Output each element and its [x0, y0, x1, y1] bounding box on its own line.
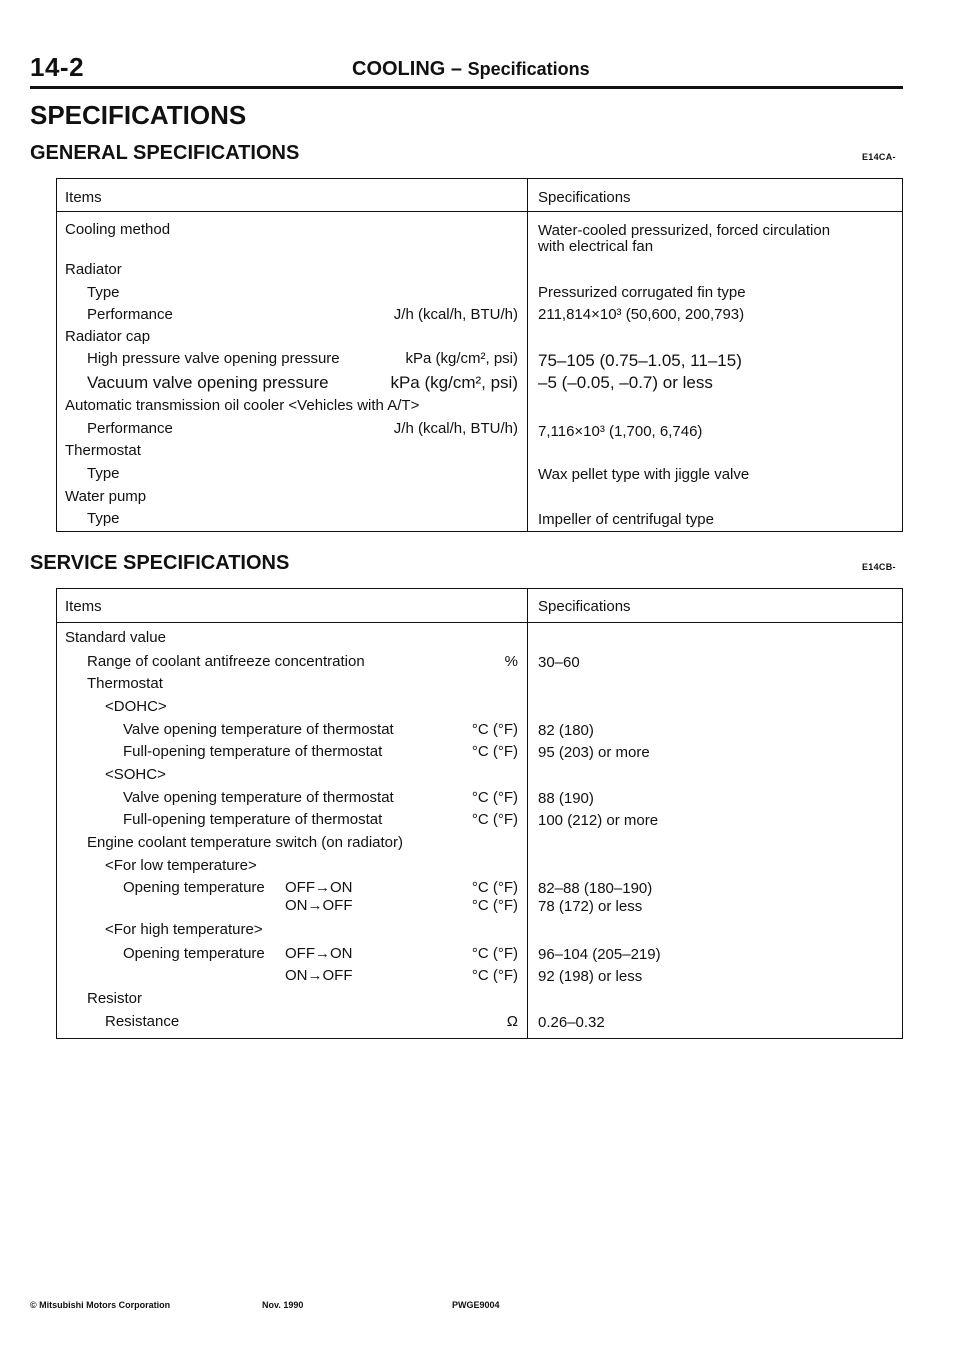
row-label: Range of coolant antifreeze concentration	[87, 653, 365, 670]
page-title: SPECIFICATIONS	[30, 100, 247, 130]
row-value: 30–60	[538, 654, 580, 671]
row-unit: °C (°F)	[471, 743, 518, 760]
row-switch-state: ON→OFF	[285, 897, 353, 914]
header-rule	[30, 86, 903, 89]
row-value: 82–88 (180–190)	[538, 880, 653, 897]
row-unit: °C (°F)	[471, 897, 518, 914]
row-value: 82 (180)	[538, 722, 594, 739]
row-unit: kPa (kg/cm², psi)	[405, 350, 518, 367]
row-label: Radiator	[65, 261, 122, 278]
row-value: 7,116×10³ (1,700, 6,746)	[538, 423, 703, 440]
row-label: <For high temperature>	[105, 921, 263, 938]
chapter-dash: –	[450, 58, 463, 80]
section-name: Specifications	[467, 59, 590, 79]
col-specs-header: Specifications	[538, 598, 631, 615]
general-heading: GENERAL SPECIFICATIONS	[30, 142, 300, 164]
row-label: Valve opening temperature of thermostat	[123, 721, 394, 738]
row-value: 92 (198) or less	[538, 968, 643, 985]
row-label: Thermostat	[87, 675, 163, 692]
service-heading: SERVICE SPECIFICATIONS	[30, 552, 290, 574]
row-label: High pressure valve opening pressure	[87, 350, 340, 367]
row-unit: °C (°F)	[471, 789, 518, 806]
row-label: Thermostat	[65, 442, 141, 459]
header-divider	[57, 622, 902, 623]
row-unit: %	[504, 653, 518, 670]
header-divider	[57, 211, 902, 212]
row-label: Performance	[87, 306, 173, 323]
row-label: Radiator cap	[65, 328, 151, 345]
row-label: Cooling method	[65, 221, 171, 238]
col-items-header: Items	[65, 189, 102, 206]
row-label: <DOHC>	[105, 698, 167, 715]
row-unit: °C (°F)	[471, 721, 518, 738]
col-specs-header: Specifications	[538, 189, 631, 206]
row-unit: °C (°F)	[471, 879, 518, 896]
row-unit: Ω	[506, 1013, 518, 1030]
row-unit: °C (°F)	[471, 945, 518, 962]
row-label: <SOHC>	[105, 766, 166, 783]
footer-code: PWGE9004	[452, 1300, 500, 1310]
row-unit: J/h (kcal/h, BTU/h)	[393, 420, 518, 437]
row-label: Opening temperature	[123, 945, 265, 962]
row-label: Type	[87, 465, 120, 482]
chapter-name: COOLING	[352, 58, 446, 80]
row-switch-state: OFF→ON	[285, 945, 353, 962]
row-unit: J/h (kcal/h, BTU/h)	[393, 306, 518, 323]
row-value: 78 (172) or less	[538, 898, 643, 915]
column-divider	[527, 179, 528, 531]
row-value: 88 (190)	[538, 790, 594, 807]
row-label: Full-opening temperature of thermostat	[123, 811, 383, 828]
row-value: 75–105 (0.75–1.05, 11–15)	[538, 351, 742, 370]
row-label: Automatic transmission oil cooler <Vehicles with A/T>	[65, 397, 420, 414]
general-code: E14CA-	[862, 152, 896, 162]
col-items-header: Items	[65, 598, 102, 615]
row-value: 95 (203) or more	[538, 744, 650, 761]
row-label: Performance	[87, 420, 173, 437]
row-switch-state: OFF→ON	[285, 879, 353, 896]
row-label: Engine coolant temperature switch (on radiator)	[87, 834, 403, 851]
footer-date: Nov. 1990	[262, 1300, 304, 1310]
row-label: Standard value	[65, 629, 166, 646]
row-value: Wax pellet type with jiggle valve	[538, 466, 750, 483]
row-label: Opening temperature	[123, 879, 265, 896]
row-value: 96–104 (205–219)	[538, 946, 661, 963]
page-number: 14-2	[30, 52, 85, 82]
row-value: Pressurized corrugated fin type	[538, 284, 746, 301]
service-table	[56, 588, 903, 1039]
column-divider	[527, 589, 528, 1038]
row-label: Type	[87, 510, 120, 527]
page-header	[30, 52, 900, 88]
row-unit: °C (°F)	[471, 811, 518, 828]
row-label: Resistance	[105, 1013, 180, 1030]
row-switch-state: ON→OFF	[285, 967, 353, 984]
row-label: Full-opening temperature of thermostat	[123, 743, 383, 760]
row-value: Impeller of centrifugal type	[538, 511, 714, 528]
row-value-cont: with electrical fan	[538, 238, 654, 255]
row-label: Vacuum valve opening pressure	[87, 373, 329, 392]
row-value: 211,814×10³ (50,600, 200,793)	[538, 306, 745, 323]
row-value: –5 (–0.05, –0.7) or less	[538, 373, 713, 392]
row-label: Type	[87, 284, 120, 301]
row-value: 100 (212) or more	[538, 812, 659, 829]
row-label: Water pump	[65, 488, 147, 505]
row-label: Resistor	[87, 990, 143, 1007]
row-value: Water-cooled pressurized, forced circulation	[538, 222, 831, 239]
general-table	[56, 178, 903, 532]
row-value: 0.26–0.32	[538, 1014, 605, 1031]
service-code: E14CB-	[862, 562, 896, 572]
row-label: Valve opening temperature of thermostat	[123, 789, 394, 806]
row-unit: kPa (kg/cm², psi)	[390, 373, 518, 392]
chapter-title	[352, 58, 590, 81]
footer-copyright: © Mitsubishi Motors Corporation	[30, 1300, 171, 1310]
row-label: <For low temperature>	[105, 857, 257, 874]
row-unit: °C (°F)	[471, 967, 518, 984]
